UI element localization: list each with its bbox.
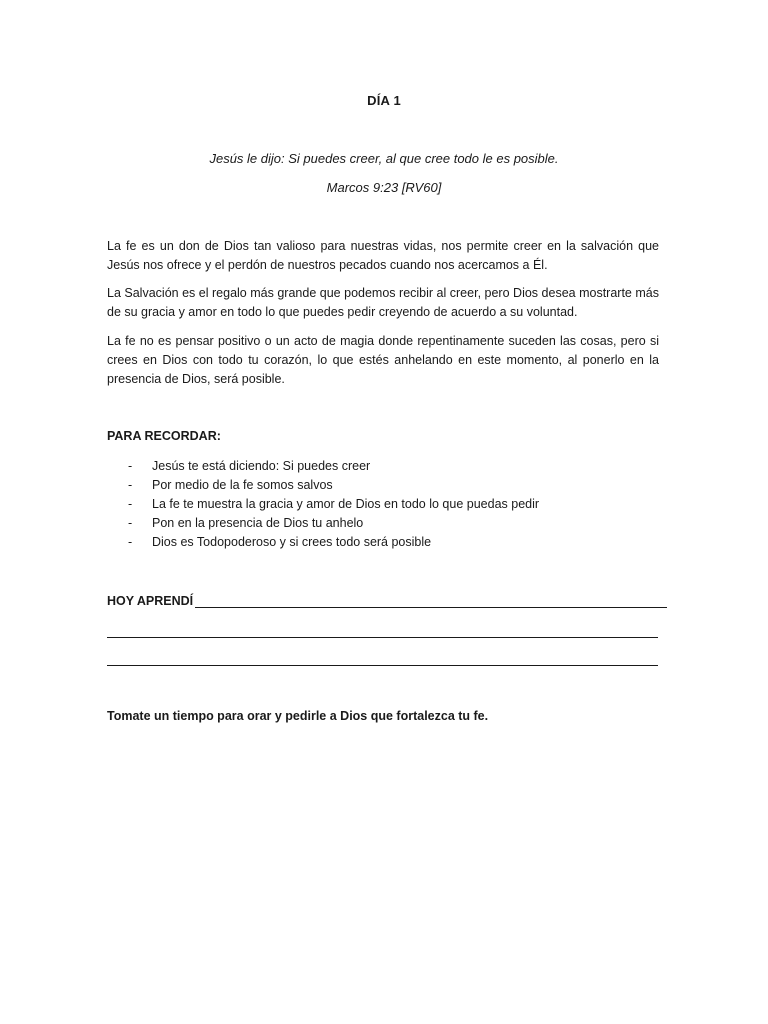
list-item-text: Dios es Todopoderoso y si crees todo será posible [152,535,432,549]
list-item [107,514,667,533]
writing-line [195,595,667,608]
bullet-marker: - [128,478,133,492]
reminder-heading: PARA RECORDAR: [107,429,221,443]
reminder-list [107,457,667,552]
bullet-marker: - [128,459,133,473]
list-item [107,476,667,495]
list-item [107,533,667,552]
bullet-marker: - [128,497,133,511]
learned-label: HOY APRENDÍ [107,594,194,608]
paragraph: La Salvación es el regalo más grande que podemos recibir al creer, pero Dios desea mostrarte más de su gracia y amor en todo lo que puedes pedir creyendo de acuerdo a su voluntad. [107,286,659,319]
list-item-text: Pon en la presencia de Dios tu anhelo [152,516,364,530]
verse-reference: Marcos 9:23 [RV60] [326,180,442,195]
list-item-text: Jesús te está diciendo: Si puedes creer [152,459,371,473]
bible-verse: Jesús le dijo: Si puedes creer, al que cree todo le es posible. [209,151,559,166]
list-item-text: Por medio de la fe somos salvos [152,478,333,492]
list-item [107,495,667,514]
list-item-text: La fe te muestra la gracia y amor de Dios en todo lo que puedas pedir [152,497,540,511]
bullet-marker: - [128,516,133,530]
page-title: DÍA 1 [367,93,401,108]
writing-line [107,637,658,638]
bullet-marker: - [128,535,133,549]
learned-field [107,594,667,608]
paragraph: La fe es un don de Dios tan valioso para nuestras vidas, nos permite creer en la salvación que Jesús nos ofrece y el perdón de nuestros pecados cuando nos acercamos a Él. [107,239,659,272]
writing-line [107,665,658,666]
paragraph: La fe no es pensar positivo o un acto de magia donde repentinamente suceden las cosas, pero si crees en Dios con todo tu corazón, lo que estés anhelando en este momento, al ponerlo en la presencia de Dios, será posible. [107,334,659,386]
list-item [107,457,667,476]
closing-instruction: Tomate un tiempo para orar y pedirle a Dios que fortalezca tu fe. [107,709,489,723]
